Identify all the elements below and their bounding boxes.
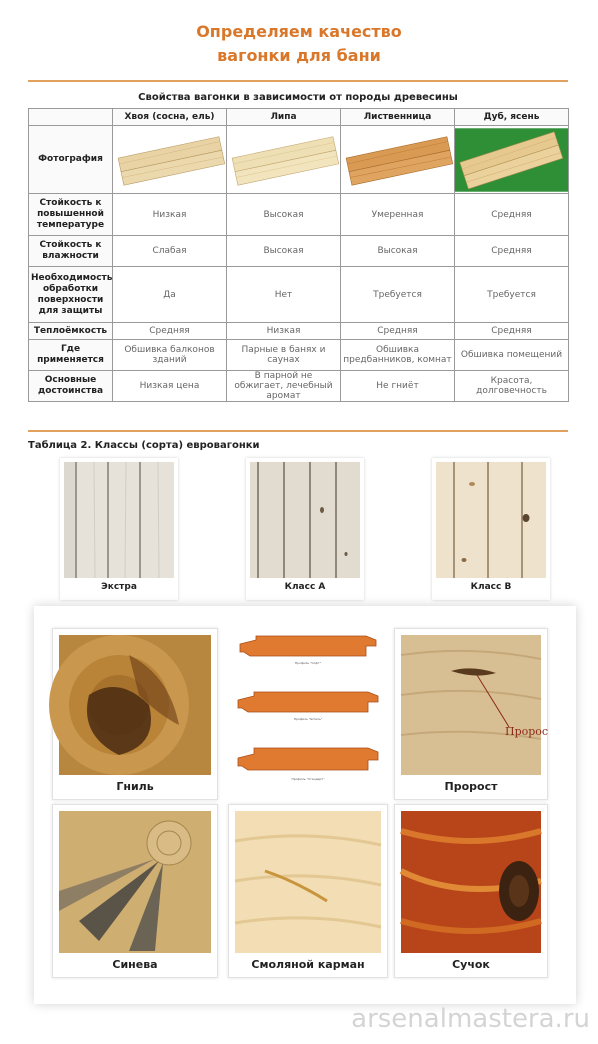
wood-photo-linden (227, 128, 340, 192)
column-header: Дуб, ясень (455, 109, 569, 126)
class-label: Класс А (284, 582, 326, 592)
profile-label: Профиль "Софт" (294, 661, 322, 665)
wood-photo-pine (113, 128, 226, 192)
table-cell: Парные в банях и саунах (227, 340, 341, 371)
profile-label: Профиль "Стандарт" (291, 777, 325, 781)
table-cell: Высокая (227, 236, 341, 267)
table-cell: Нет (227, 267, 341, 323)
table-row (29, 236, 569, 267)
ingrowth-callout: Пророс (505, 725, 549, 738)
table-cell: Обшивка балконов зданий (113, 340, 227, 371)
class-card-extra (60, 458, 178, 600)
rot-photo (59, 635, 211, 775)
defect-label: Синева (112, 958, 158, 971)
defect-label: Пророст (444, 780, 498, 793)
resin-pocket-photo (235, 811, 381, 953)
column-header: Лиственница (341, 109, 455, 126)
photo-cell (455, 126, 569, 194)
class-label: Класс В (470, 582, 512, 592)
table-cell: Умеренная (341, 194, 455, 236)
table-row (29, 371, 569, 402)
corner-cell (29, 109, 113, 126)
table-row (29, 323, 569, 340)
blue-stain-photo (59, 811, 211, 953)
table-header-row (29, 109, 569, 126)
defect-card-ingrowth (394, 628, 548, 800)
class-a-photo (250, 462, 360, 578)
defect-card-blue-stain (52, 804, 218, 978)
table-cell: Обшивка помещений (455, 340, 569, 371)
table-row (29, 340, 569, 371)
row-label: Основные достоинства (29, 371, 113, 402)
table-cell: Высокая (227, 194, 341, 236)
knot-photo (401, 811, 541, 953)
profile-label: Профиль "Штиль" (293, 717, 323, 721)
row-label: Теплоёмкость (29, 323, 113, 340)
table-cell: В парной не обжигает, лечебный аромат (227, 371, 341, 402)
table-cell: Средняя (455, 236, 569, 267)
table-cell: Средняя (455, 194, 569, 236)
table-row (29, 194, 569, 236)
table-cell: Низкая цена (113, 371, 227, 402)
row-label: Где применяется (29, 340, 113, 371)
title-line-2: вагонки для бани (217, 46, 381, 65)
row-label: Стойкость к повышенной температуре (29, 194, 113, 236)
table-cell: Средняя (341, 323, 455, 340)
table-cell: Низкая (113, 194, 227, 236)
properties-table (28, 108, 569, 402)
watermark: arsenalmastera.ru (351, 1004, 590, 1034)
ingrowth-photo (401, 635, 549, 775)
row-label: Необходимость обработки поверхности для защиты (29, 267, 113, 323)
table-cell: Требуется (341, 267, 455, 323)
defect-card-rot (52, 628, 218, 800)
properties-table-caption: Свойства вагонки в зависимости от породы древесины (138, 92, 458, 103)
defect-card-resin-pocket (228, 804, 388, 978)
title-line-1: Определяем качество (196, 22, 402, 41)
column-header: Хвоя (сосна, ель) (113, 109, 227, 126)
defect-label: Гниль (116, 780, 154, 793)
classes-caption: Таблица 2. Классы (сорта) евровагонки (28, 440, 260, 451)
table-row-photo (29, 126, 569, 194)
table-cell: Слабая (113, 236, 227, 267)
section-divider (28, 430, 568, 432)
defect-label: Сучок (452, 958, 490, 971)
class-label: Экстра (101, 582, 137, 592)
table-cell: Да (113, 267, 227, 323)
row-label: Стойкость к влажности (29, 236, 113, 267)
photo-cell (341, 126, 455, 194)
table-cell: Обшивка предбанников, комнат (341, 340, 455, 371)
table-cell: Красота, долговечность (455, 371, 569, 402)
table-cell: Низкая (227, 323, 341, 340)
table-cell: Требуется (455, 267, 569, 323)
wood-photo-larch (341, 128, 454, 192)
profiles-diagram (230, 630, 386, 800)
class-card-a (246, 458, 364, 600)
wood-photo-oak (455, 128, 568, 192)
class-extra-photo (64, 462, 174, 578)
table-cell: Высокая (341, 236, 455, 267)
table-cell: Средняя (113, 323, 227, 340)
table-row (29, 267, 569, 323)
defect-label: Смоляной карман (251, 958, 365, 971)
row-label: Фотография (29, 126, 113, 194)
class-b-photo (436, 462, 546, 578)
defect-card-knot (394, 804, 548, 978)
photo-cell (113, 126, 227, 194)
defects-panel (34, 606, 576, 1004)
table-cell: Не гниёт (341, 371, 455, 402)
profile-shapes (230, 630, 386, 800)
photo-cell (227, 126, 341, 194)
table-cell: Средняя (455, 323, 569, 340)
page-title (0, 20, 598, 68)
column-header: Липа (227, 109, 341, 126)
class-card-b (432, 458, 550, 600)
title-divider (28, 80, 568, 82)
